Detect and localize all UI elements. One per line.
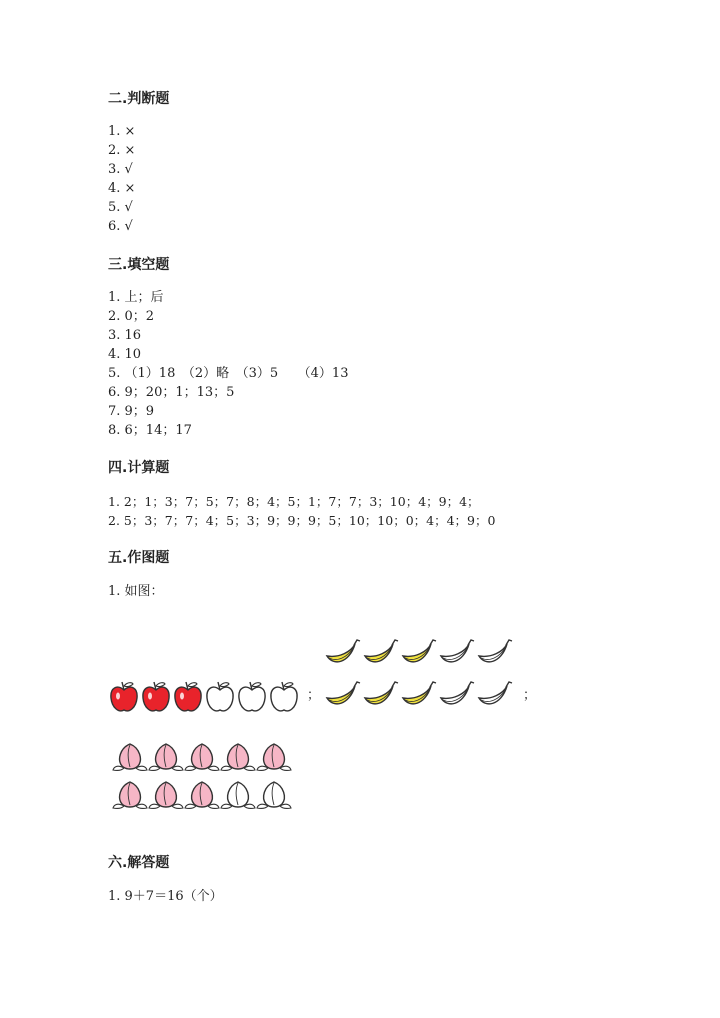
calc-line-1: 1. 2；1；3；7；5；7；8；4；5；1；7；7；3；10；4；9；4； bbox=[108, 494, 480, 509]
peach-filled-icon bbox=[112, 740, 148, 772]
section-title-calc: 四.计算题 bbox=[108, 460, 170, 476]
peach-filled-icon bbox=[184, 740, 220, 772]
fill-line-7: 7. 9；9 bbox=[108, 404, 155, 419]
peach-filled-icon bbox=[148, 740, 184, 772]
peach-row-bottom bbox=[112, 778, 292, 814]
section-title-draw: 五.作图题 bbox=[108, 550, 170, 566]
banana-filled-icon bbox=[323, 678, 361, 712]
fill-line-3: 3. 16 bbox=[108, 328, 142, 343]
banana-empty-icon bbox=[475, 678, 513, 712]
judge-line-3: 3. √ bbox=[108, 162, 133, 177]
section-title-answer: 六.解答题 bbox=[108, 855, 170, 871]
fill-line-2: 2. 0；2 bbox=[108, 309, 155, 324]
judge-line-1: 1. × bbox=[108, 124, 136, 139]
apple-row bbox=[108, 678, 300, 718]
apple-filled-icon bbox=[172, 678, 204, 714]
peach-filled-icon bbox=[112, 778, 148, 810]
banana-empty-icon bbox=[437, 636, 475, 670]
apple-filled-icon bbox=[140, 678, 172, 714]
banana-filled-icon bbox=[323, 636, 361, 670]
fill-line-4: 4. 10 bbox=[108, 347, 142, 362]
draw-intro: 1. 如图： bbox=[108, 584, 164, 599]
peach-empty-icon bbox=[256, 778, 292, 810]
peach-empty-icon bbox=[220, 778, 256, 810]
banana-filled-icon bbox=[399, 636, 437, 670]
banana-row-bottom bbox=[323, 678, 513, 716]
apple-filled-icon bbox=[108, 678, 140, 714]
fill-line-1: 1. 上；后 bbox=[108, 290, 164, 305]
apple-empty-icon bbox=[236, 678, 268, 714]
section-title-judge: 二.判断题 bbox=[108, 91, 170, 107]
banana-empty-icon bbox=[475, 636, 513, 670]
banana-filled-icon bbox=[399, 678, 437, 712]
separator-2: ； bbox=[523, 688, 537, 703]
answer-line-1: 1. 9＋7＝16（个） bbox=[108, 889, 223, 904]
apple-empty-icon bbox=[204, 678, 236, 714]
peach-filled-icon bbox=[184, 778, 220, 810]
banana-empty-icon bbox=[437, 678, 475, 712]
fill-line-5: 5. （1）18 （2）略 （3）5 （4）13 bbox=[108, 366, 349, 381]
judge-line-6: 6. √ bbox=[108, 219, 133, 234]
calc-line-2: 2. 5；3；7；7；4；5；3；9；9；9；5；10；10；0；4；4；9；0 bbox=[108, 513, 496, 528]
peach-row-top bbox=[112, 740, 292, 776]
separator-1: ； bbox=[307, 688, 321, 703]
judge-line-4: 4. × bbox=[108, 181, 136, 196]
peach-filled-icon bbox=[256, 740, 292, 772]
banana-filled-icon bbox=[361, 678, 399, 712]
section-title-fill: 三.填空题 bbox=[108, 257, 170, 273]
banana-filled-icon bbox=[361, 636, 399, 670]
judge-line-5: 5. √ bbox=[108, 200, 133, 215]
banana-row-top bbox=[323, 636, 513, 674]
fill-line-6: 6. 9；20；1；13；5 bbox=[108, 385, 235, 400]
apple-empty-icon bbox=[268, 678, 300, 714]
peach-filled-icon bbox=[220, 740, 256, 772]
peach-filled-icon bbox=[148, 778, 184, 810]
judge-line-2: 2. × bbox=[108, 143, 136, 158]
fill-line-8: 8. 6；14；17 bbox=[108, 423, 192, 438]
